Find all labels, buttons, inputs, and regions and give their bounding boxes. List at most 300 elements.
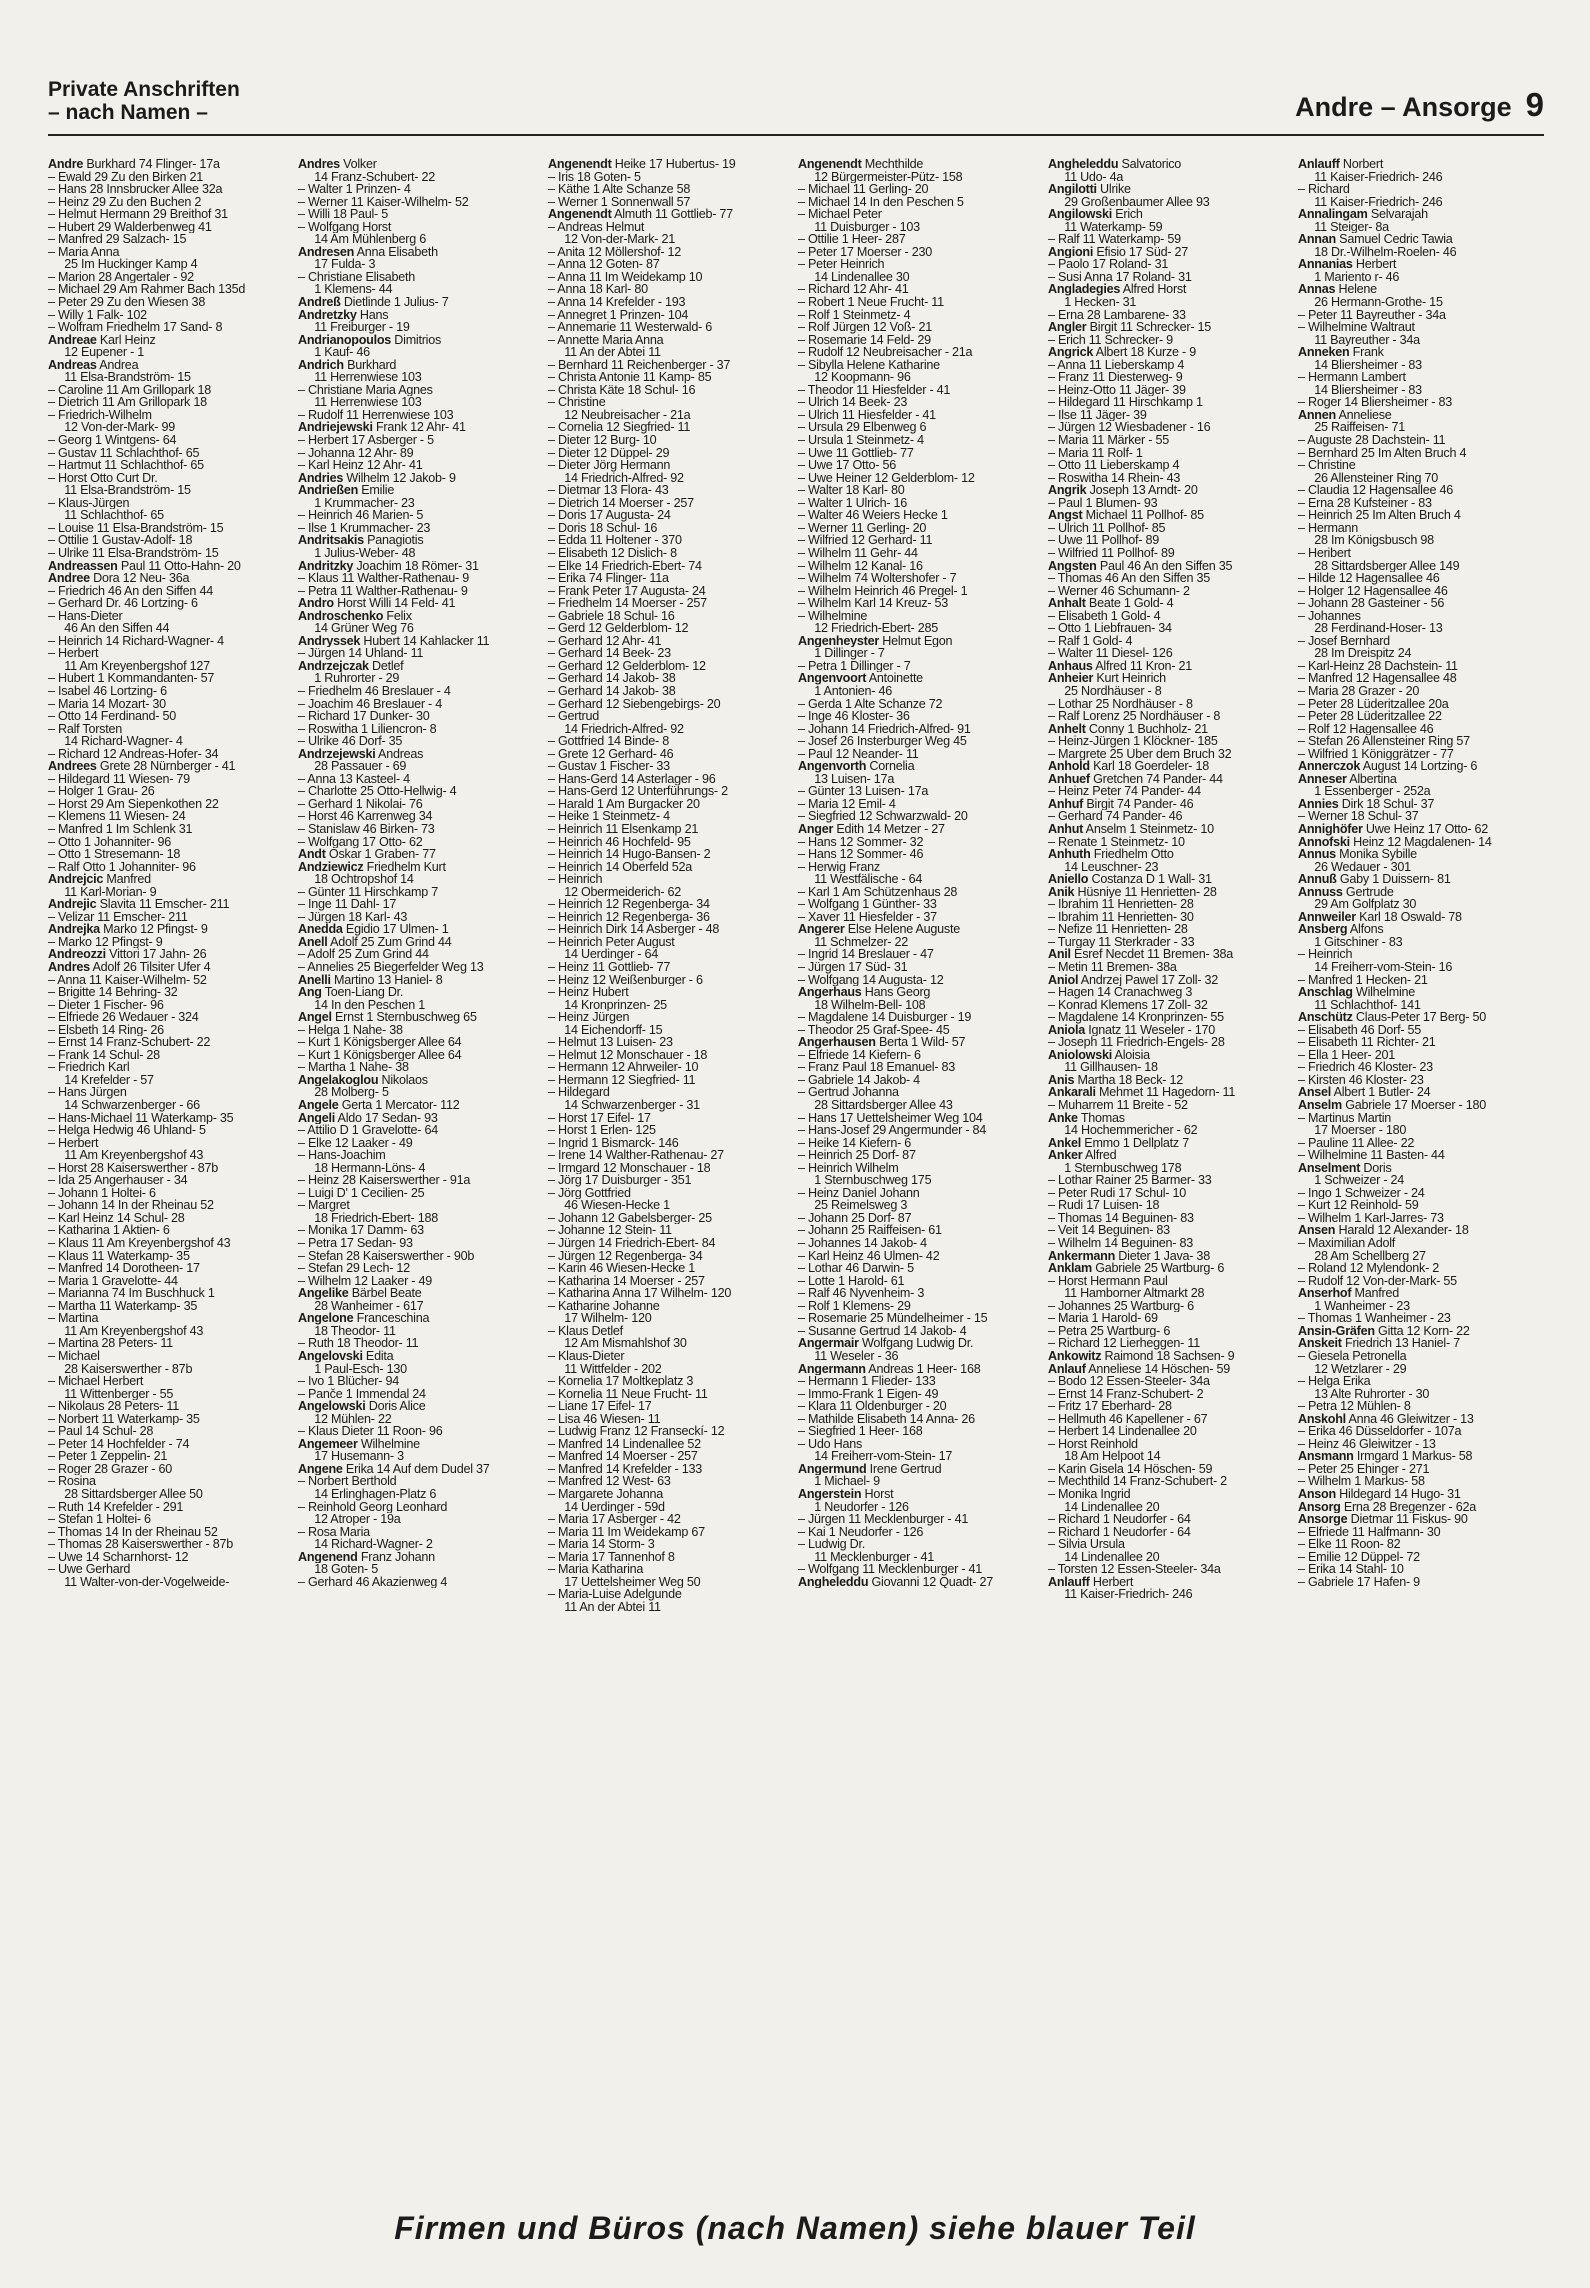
listing-entry: – Gerd 12 Gelderblom- 12 (548, 622, 689, 635)
listing-entry: Angemeer Wilhelmine (298, 1437, 420, 1451)
listing-entry: – Karl Heinz 46 Ulmen- 42 (798, 1249, 940, 1263)
listing-entry: 1 Paul-Esch- 130 (298, 1362, 407, 1376)
listing-entry: – Peter 11 Bayreuther - 34a (1298, 308, 1446, 322)
listing-entry: – Heinrich Dirk 14 Asberger - 48 (548, 923, 720, 936)
surname: Andreassen (48, 559, 118, 573)
listing-entry: – Ulrich 11 Pollhof- 85 (1048, 521, 1166, 535)
listing-entry: Ankowitz Raimond 18 Sachsen- 9 (1048, 1349, 1235, 1363)
listing-entry: – Ralf Lorenz 25 Nordhäuser - 8 (1048, 710, 1221, 723)
listing-entry: – Paul 14 Schul- 28 (48, 1425, 154, 1438)
listing-entry: – Theodor 11 Hiesfelder - 41 (798, 383, 951, 397)
listing-entry: – Heinrich 14 Richard-Wagner- 4 (48, 634, 224, 648)
surname: Ankermann (1048, 1249, 1116, 1263)
listing-entry: – Siegfried 12 Schwarzwald- 20 (798, 810, 968, 823)
listing-entry: – Rudolf 12 Neubreisacher - 21a (798, 346, 973, 359)
listing-entry: 25 Im Huckinger Kamp 4 (48, 258, 198, 271)
listing-entry: 14 Hochemmericher - 62 (1048, 1124, 1198, 1137)
listing-entry: Anis Martha 18 Beck- 12 (1048, 1073, 1183, 1087)
listing-entry: – Jörg Gottfried (548, 1186, 631, 1200)
listing-entry: – Konrad Klemens 17 Zoll- 32 (1048, 998, 1208, 1012)
listing-entry: – Charlotte 25 Otto-Hellwig- 4 (298, 785, 457, 798)
listing-entry: Angrick Albert 18 Kurze - 9 (1048, 346, 1196, 359)
listing-entry: Angelike Bärbel Beate (298, 1287, 422, 1300)
listing-entry: – Annelies 25 Biegerfelder Weg 13 (298, 961, 484, 974)
listing-entry: – Fritz 17 Eberhard- 28 (1048, 1400, 1172, 1413)
surname: Andres (298, 158, 340, 171)
listing-entry: – Rosina (48, 1475, 96, 1488)
listing-entry: – Gerhard 14 Beek- 23 (548, 647, 671, 660)
listing-entry: Andreß Dietlinde 1 Julius- 7 (298, 296, 449, 309)
surname: Angelone (298, 1312, 354, 1325)
listing-entry: – Ludwig Dr. (798, 1538, 866, 1551)
listing-entry: 29 Am Golfplatz 30 (1298, 898, 1417, 911)
listing-entry: – Dietmar 13 Flora- 43 (548, 484, 669, 497)
listing-entry: 13 Luisen- 17a (798, 772, 895, 786)
surname: Andriejewski (298, 421, 373, 435)
listing-entry: – Werner 46 Schumann- 2 (1048, 584, 1190, 598)
surname: Angerer (798, 923, 845, 936)
surname: Andresen (298, 245, 355, 259)
listing-entry: – Ludwig Franz 12 Franseckí- 12 (548, 1425, 725, 1438)
listing-entry: – Friedhelm 46 Breslauer - 4 (298, 684, 451, 698)
listing-entry: Annuß Gaby 1 Duissern- 81 (1298, 873, 1451, 886)
listing-entry: – Willi 18 Paul- 5 (298, 208, 388, 221)
listing-entry: 17 Fulda- 3 (298, 258, 376, 271)
listing-entry: Andryssek Hubert 14 Kahlacker 11 (298, 634, 490, 648)
listing-entry: Andrejic Slavita 11 Emscher- 211 (48, 898, 230, 911)
listing-entry: – Monika 17 Damm- 63 (298, 1224, 424, 1238)
listing-entry: 14 Am Mühlenberg 6 (298, 233, 426, 246)
listing-entry: – Manfred 12 Hagensallee 48 (1298, 672, 1457, 685)
listing-entry: 13 Alte Ruhrorter - 30 (1298, 1387, 1430, 1401)
listing-entry: – Margret (298, 1199, 350, 1212)
listing-entry: Aniolowski Aloisia (1048, 1048, 1150, 1062)
listing-entry: – Franz 11 Diesterweg- 9 (1048, 371, 1183, 384)
listing-entry: – Dietrich 14 Moerser - 257 (548, 496, 694, 510)
listing-entry: Androschenko Felix (298, 609, 412, 623)
listing-entry: – Michael Herbert (48, 1375, 144, 1388)
listing-entry: Anhelt Conny 1 Buchholz- 21 (1048, 722, 1208, 736)
listing-entry: – Richard 12 Lierheggen- 11 (1048, 1337, 1200, 1350)
surname: Ankarali (1048, 1086, 1096, 1100)
listing-entry: – Heike 14 Kiefern- 6 (798, 1136, 912, 1150)
listing-entry: 11 Mecklenburger - 41 (798, 1550, 935, 1564)
listing-entry: – Ulrike 11 Elsa-Brandström- 15 (48, 546, 219, 560)
listing-entry: – Michael Peter (798, 208, 882, 221)
listing-entry: 14 Franz-Schubert- 22 (298, 170, 435, 184)
surname: Andt (298, 848, 326, 861)
listing-entry: – Hermann 12 Ahrweiler- 10 (548, 1061, 699, 1074)
listing-entry: Andriejewski Frank 12 Ahr- 41 (298, 421, 466, 435)
listing-entry: – Otto 14 Ferdinand- 50 (48, 710, 176, 723)
listing-entry: – Erika 14 Stahl- 10 (1298, 1563, 1404, 1576)
listing-entry: – Wolfgang 14 Augusta- 12 (798, 973, 944, 987)
listing-entry: – Christine (1298, 459, 1356, 472)
listing-entry: – Jürgen 14 Friedrich-Ebert- 84 (548, 1237, 716, 1250)
listing-entry: – Marko 12 Pfingst- 9 (48, 935, 163, 949)
listing-entry: – Wilhelmine Waltraut (1298, 321, 1415, 334)
surname: Angenheyster (798, 634, 879, 648)
listing-entry: – Heinz 46 Gleiwitzer - 13 (1298, 1437, 1436, 1451)
listing-entry: – Richard 17 Dunker- 30 (298, 710, 430, 723)
listing-entry: 1 Sternbuschweg 178 (1048, 1161, 1182, 1175)
listing-entry: – Muharrem 11 Breite - 52 (1048, 1099, 1188, 1112)
listing-entry: – Maria 17 Asberger - 42 (548, 1513, 681, 1526)
surname: Ang (298, 986, 322, 999)
listing-entry: – Paul 1 Blumen- 93 (1048, 496, 1158, 510)
surname: Annofski (1298, 835, 1350, 849)
listing-entry: – Margrete 25 Über dem Bruch 32 (1048, 747, 1232, 761)
listing-entry: – Klaus 11 Walther-Rathenau- 9 (298, 572, 470, 585)
listing-entry: – Hans-Joachim (298, 1149, 386, 1162)
listing-entry: – Johann 14 In der Rheinau 52 (48, 1199, 214, 1212)
surname: Angermund (798, 1462, 867, 1476)
listing-entry: – Thomas 1 Wanheimer - 23 (1298, 1312, 1451, 1325)
listing-entry: 1 Michael- 9 (798, 1475, 880, 1488)
surname: Annies (1298, 797, 1339, 811)
listing-entry: – Hildegard 11 Hirschkamp 1 (1048, 396, 1203, 409)
listing-entry: 11 Am Kreyenbergshof 43 (48, 1324, 204, 1338)
listing-entry: 14 Freiherr-vom-Stein- 17 (798, 1450, 953, 1463)
listing-entry: Ansen Harald 12 Alexander- 18 (1298, 1224, 1469, 1238)
listing-entry: 12 Friedrich-Ebert- 285 (798, 622, 938, 635)
listing-entry: – Helmut 12 Monschauer - 18 (548, 1048, 708, 1062)
listing-entry: 26 Hermann-Grothe- 15 (1298, 296, 1443, 309)
listing-entry: – Frank 14 Schul- 28 (48, 1048, 160, 1062)
listing-entry: – Rudi 17 Luisen- 18 (1048, 1199, 1160, 1212)
listing-entry: – Lothar 46 Darwin- 5 (798, 1262, 914, 1275)
listing-entry: – Liane 17 Eifel- 17 (548, 1400, 652, 1413)
listing-entry: – Gabriele 14 Jakob- 4 (798, 1073, 920, 1087)
listing-entry: 14 Bliersheimer - 83 (1298, 358, 1422, 372)
listing-entry: – Dieter 12 Burg- 10 (548, 434, 657, 447)
listing-entry: – Susanne Gertrud 14 Jakob- 4 (798, 1324, 967, 1338)
listing-entry: – Irene 14 Walther-Rathenau- 27 (548, 1149, 724, 1162)
listing-entry: – Johanne 12 Stein- 11 (548, 1224, 672, 1238)
listing-entry: – Martha 1 Nahe- 38 (298, 1061, 409, 1074)
listing-entry: – Heinz Peter 74 Pander- 44 (1048, 785, 1201, 798)
listing-entry: – Roger 14 Bliersheimer - 83 (1298, 396, 1452, 409)
listing-entry: – Werner 1 Sonnenwall 57 (548, 195, 691, 209)
listing-entry: Ankermann Dieter 1 Java- 38 (1048, 1249, 1210, 1263)
listing-entry: Angele Gerta 1 Mercator- 112 (298, 1099, 460, 1112)
listing-entry: – Reinhold Georg Leonhard (298, 1500, 448, 1514)
listing-entry: – Claudia 12 Hagensallee 46 (1298, 484, 1453, 497)
listing-entry: – Gerhard 12 Siebengebirgs- 20 (548, 697, 721, 711)
listing-entry: 1 Neudorfer - 126 (798, 1500, 909, 1514)
listing-entry: – Gerhard 12 Gelderblom- 12 (548, 659, 706, 673)
surname: Anselm (1298, 1099, 1342, 1112)
listing-entry: Anschütz Claus-Peter 17 Berg- 50 (1298, 1011, 1486, 1024)
listing-entry: – Ralf Torsten (48, 722, 122, 736)
listing-entry: 28 Im Königsbusch 98 (1298, 534, 1434, 547)
listing-entry: – Jürgen 17 Süd- 31 (798, 961, 908, 974)
surname: Andree (48, 572, 90, 585)
listing-entry: 28 Molberg- 5 (298, 1086, 389, 1100)
surname: Angene (298, 1462, 343, 1476)
listing-entry: – Marion 28 Angertaler - 92 (48, 270, 194, 284)
listing-entry: Anskohl Anna 46 Gleiwitzer - 13 (1298, 1412, 1474, 1426)
listing-entry: – Giesela Petronella (1298, 1349, 1407, 1363)
listing-entry: Aniello Costanza D 1 Wall- 31 (1048, 873, 1212, 886)
listing-entry: – Hans 12 Sommer- 46 (798, 848, 924, 861)
listing-entry: 11 Schlachthof- 65 (48, 509, 164, 522)
listing-entry: 14 Bliersheimer - 83 (1298, 383, 1422, 397)
listing-entry: – Herbert 17 Asberger - 5 (298, 434, 434, 447)
listing-entry: – Nikolaus 28 Peters- 11 (48, 1400, 179, 1413)
listing-entry: – Ottilie 1 Heer- 287 (798, 233, 906, 246)
listing-entry: – Wilhelm 12 Kanal- 16 (798, 559, 923, 573)
listing-entry: – Maria Katharina (548, 1563, 644, 1576)
listing-entry: 11 Kaiser-Friedrich- 246 (1048, 1588, 1193, 1601)
surname: Andritzky (298, 559, 354, 573)
listing-entry: Andrees Grete 28 Nürnberger - 41 (48, 760, 236, 773)
listing-entry: – Otto 1 Stresemann- 18 (48, 848, 181, 861)
listing-entry: – Michael (48, 1349, 100, 1363)
listing-entry: Anke Thomas (1048, 1111, 1125, 1125)
listing-entry: Angenendt Heike 17 Hubertus- 19 (548, 158, 736, 171)
listing-entry: 14 Schwarzenberger - 31 (548, 1099, 700, 1112)
listing-entry: – Ingrid 14 Breslauer - 47 (798, 948, 934, 961)
listing-entry: 26 Wedauer - 301 (1298, 860, 1411, 874)
listing-entry: – Herwig Franz (798, 860, 880, 874)
surname: Angioni (1048, 245, 1094, 259)
listing-entry: – Rosemarie 25 Mündelheimer - 15 (798, 1312, 988, 1325)
listing-entry: – Gottfried 14 Binde- 8 (548, 735, 669, 748)
listing-entry: – Elisabeth 11 Richter- 21 (1298, 1036, 1436, 1049)
listing-entry: – Magdalene 14 Kronprinzen- 55 (1048, 1011, 1224, 1024)
surname: Aniolowski (1048, 1048, 1112, 1062)
listing-entry: – Friedrich 46 An den Siffen 44 (48, 584, 213, 598)
listing-entry: – Mathilde Elisabeth 14 Anna- 26 (798, 1412, 975, 1426)
listing-entry: – Elisabeth 12 Dislich- 8 (548, 546, 677, 560)
surname: Angermann (798, 1362, 866, 1376)
surname: Anil (1048, 948, 1071, 961)
listing-entry: 1 Antonien- 46 (798, 684, 892, 698)
listing-entry: Angel Ernst 1 Sternbuschweg 65 (298, 1011, 477, 1024)
surname: Ansin-Gräfen (1298, 1324, 1375, 1338)
listing-entry: Angheleddu Salvatorico (1048, 158, 1182, 171)
listing-entry: Anneser Albertina (1298, 772, 1397, 786)
listing-entry: 11 Hamborner Altmarkt 28 (1048, 1287, 1205, 1300)
listing-entry: 1 Krummacher- 23 (298, 496, 415, 510)
listing-entry: 28 Ferdinand-Hoser- 13 (1298, 622, 1443, 635)
surname: Anell (298, 935, 328, 949)
listing-entry: – Horst Reinhold (1048, 1437, 1138, 1451)
listing-entry: – Ibrahim 11 Henrietten- 30 (1048, 910, 1194, 924)
listing-entry: – Peter 28 Lüderitzallee 20a (1298, 697, 1449, 711)
listing-entry: Angilowski Erich (1048, 208, 1143, 221)
listing-entry: – Johann 14 Friedrich-Alfred- 91 (798, 722, 971, 736)
listing-entry: – Heinz 11 Gottlieb- 77 (548, 961, 671, 974)
surname: Angelike (298, 1287, 349, 1300)
listing-entry: – Uwe 14 Scharnhorst- 12 (48, 1550, 189, 1564)
listing-entry: – Horst 28 Kaiserswerther - 87b (48, 1161, 219, 1175)
listing-entry: – Herbert 14 Lindenallee 20 (1048, 1425, 1197, 1438)
listing-entry: – Isabel 46 Lortzing- 6 (48, 684, 167, 698)
surname: Ansberg (1298, 923, 1348, 936)
listing-entry: – Silvia Ursula (1048, 1538, 1125, 1551)
listing-entry: Andreas Andrea (48, 358, 139, 372)
listing-entry: – Otto 1 Liebfrauen- 34 (1048, 622, 1172, 635)
surname: Anhut (1048, 822, 1084, 836)
listing-entry: – Christa Antonie 11 Kamp- 85 (548, 371, 712, 384)
surname: Anschütz (1298, 1011, 1353, 1024)
listing-column (1048, 158, 1298, 2188)
surname: Anneser (1298, 772, 1347, 786)
listing-entry: – Gustav 1 Fischer- 33 (548, 760, 670, 773)
listing-entry: – Josef 26 Insterburger Weg 45 (798, 735, 967, 748)
listing-entry: Andro Horst Willi 14 Feld- 41 (298, 597, 456, 610)
listing-entry: – Louise 11 Elsa-Brandström- 15 (48, 521, 224, 535)
listing-entry: – Elke 14 Friedrich-Ebert- 74 (548, 559, 702, 573)
listing-entry: – Günter 13 Luisen- 17a (798, 785, 929, 798)
listing-entry: 29 Großenbaumer Allee 93 (1048, 195, 1210, 209)
listing-entry: 26 Allensteiner Ring 70 (1298, 471, 1439, 485)
surname: Angermair (798, 1337, 859, 1350)
listing-entry: Angerstein Horst (798, 1487, 894, 1501)
listing-entry: – Siegfried 1 Heer- 168 (798, 1425, 923, 1438)
listing-entry: – Annegret 1 Prinzen- 104 (548, 308, 689, 322)
listing-entry: – Rosa Maria (298, 1525, 370, 1539)
listing-entry: – Rolf 1 Klemens- 29 (798, 1299, 911, 1313)
surname: Andrich (298, 358, 344, 372)
surname: Angerstein (798, 1487, 862, 1501)
listing-entry: – Roger 28 Grazer - 60 (48, 1462, 172, 1476)
listing-entry: – Anna 11 Im Weidekamp 10 (548, 270, 703, 284)
listing-entry: Angerhausen Berta 1 Wild- 57 (798, 1036, 966, 1049)
listing-entry: Angeli Aldo 17 Sedan- 93 (298, 1111, 438, 1125)
listing-entry: Aniol Andrzej Pawel 17 Zoll- 32 (1048, 973, 1219, 987)
listing-entry: – Klemens 11 Wiesen- 24 (48, 810, 186, 823)
surname: Anklam (1048, 1262, 1092, 1275)
listing-entry: Angermair Wolfgang Ludwig Dr. (798, 1337, 974, 1350)
surname: Angrick (1048, 346, 1094, 359)
surname: Angsten (1048, 559, 1097, 573)
surname: Andrees (48, 760, 97, 773)
listing-entry: – Jürgen 18 Karl- 43 (298, 910, 408, 924)
listing-entry: – Elisabeth 46 Dorf- 55 (1298, 1023, 1422, 1037)
listing-entry: 28 Im Dreispitz 24 (1298, 647, 1412, 660)
listing-entry: – Horst Otto Curt Dr. (48, 471, 158, 485)
surname: Ansel (1298, 1086, 1332, 1100)
listing-entry: – Christiane Maria Agnes (298, 383, 433, 397)
surname: Angenendt (798, 158, 862, 171)
listing-entry: – Heinrich 25 Dorf- 87 (798, 1149, 916, 1162)
listing-entry: – Susi Anna 17 Roland- 31 (1048, 270, 1192, 284)
listing-entry: – Klaus 11 Am Kreyenbergshof 43 (48, 1237, 231, 1250)
listing-entry: – Michael 11 Gerling- 20 (798, 183, 929, 196)
listing-entry: 11 An der Abtei 11 (548, 1600, 661, 1614)
surname: Angerhaus (798, 986, 862, 999)
listing-entry: Andrießen Emilie (298, 484, 395, 497)
listing-entry: 11 An der Abtei 11 (548, 346, 661, 359)
listing-entry: – Johann 28 Gasteiner - 56 (1298, 597, 1445, 610)
listing-entry: – Heinrich 12 Regenberga- 34 (548, 898, 710, 911)
listing-entry: – Erich 11 Schrecker- 9 (1048, 333, 1173, 347)
listing-entry: – Panče 1 Immendal 24 (298, 1387, 426, 1401)
listing-entry: 11 Westfälische - 64 (798, 873, 923, 886)
surname: Andritsakis (298, 534, 364, 547)
listing-entry: – Elke 11 Roon- 82 (1298, 1538, 1401, 1551)
surname: Anger (798, 822, 834, 836)
listing-entry: – Johann 25 Raiffeisen- 61 (798, 1224, 942, 1238)
listing-entry: 18 Hermann-Löns- 4 (298, 1161, 426, 1175)
listing-entry: – Johanna 12 Ahr- 89 (298, 446, 414, 460)
listing-entry: 12 Neubreisacher - 21a (548, 408, 691, 422)
listing-entry: Andres Volker (298, 158, 377, 171)
listing-entry: – Ulrike 46 Dorf- 35 (298, 735, 403, 748)
listing-entry: – Adolf 25 Zum Grind 44 (298, 948, 429, 961)
listing-entry: – Horst 29 Am Siepenkothen 22 (48, 797, 219, 811)
listing-entry: – Bodo 12 Essen-Steeler- 34a (1048, 1375, 1210, 1388)
listing-entry: – Gerhard 74 Pander- 46 (1048, 810, 1183, 823)
listing-entry: – Manfred 14 Krefelder - 133 (548, 1462, 703, 1476)
listing-entry: 1 Hecken- 31 (1048, 296, 1137, 309)
listing-entry: – Richard 12 Ahr- 41 (798, 283, 909, 297)
listing-entry: – Katharine Johanne (548, 1299, 660, 1313)
surname: Anhold (1048, 760, 1090, 773)
listing-entry: – Roswitha 14 Rhein- 43 (1048, 471, 1181, 485)
listing-entry: – Bernhard 25 Im Alten Bruch 4 (1298, 446, 1467, 460)
surname: Anke (1048, 1111, 1078, 1125)
surname: Andreae (48, 333, 97, 347)
surname: Ansorg (1298, 1500, 1341, 1514)
listing-entry: – Helmut Hermann 29 Breithof 31 (48, 208, 228, 221)
listing-entry: – Wolfgang Horst (298, 220, 392, 234)
listing-entry: – Ella 1 Heer- 201 (1298, 1048, 1396, 1062)
name-range: Andre – Ansorge (1295, 92, 1512, 122)
listing-entry: Ansmann Irmgard 1 Markus- 58 (1298, 1450, 1473, 1463)
listing-entry: – Wolfgang 17 Otto- 62 (298, 835, 423, 849)
listing-entry: – Peter 1 Zeppelin- 21 (48, 1450, 168, 1463)
listing-entry: Anheier Kurt Heinrich (1048, 672, 1166, 685)
listing-entry: – Maria 12 Emil- 4 (798, 797, 896, 811)
listing-entry: – Hans 17 Uettelsheimer Weg 104 (798, 1111, 983, 1125)
listing-entry: 1 Wanheimer - 23 (1298, 1299, 1410, 1313)
surname: Ankowitz (1048, 1349, 1102, 1363)
surname: Angel (298, 1011, 332, 1024)
listing-entry: 14 Grüner Weg 76 (298, 622, 414, 635)
listing-column (798, 158, 1048, 2188)
listing-entry: 12 Am Mismahlshof 30 (548, 1337, 687, 1350)
listing-entry: – Hans-Gerd 12 Unterführungs- 2 (548, 785, 728, 798)
listing-entry: 18 Wilhelm-Bell- 108 (798, 998, 926, 1012)
surname: Angenvorth (798, 760, 867, 773)
listing-entry: Angenendt Mechthilde (798, 158, 924, 171)
listing-entry: 11 Karl-Morian- 9 (48, 885, 157, 899)
listing-entry: Angelovski Edita (298, 1349, 394, 1363)
listing-entry: – Walter 11 Diesel- 126 (1048, 647, 1173, 660)
listing-entry: – Wilhelmine (798, 609, 868, 623)
listing-entry: – Annemarie 11 Westerwald- 6 (548, 321, 713, 334)
directory-columns (48, 158, 1548, 2188)
listing-entry: – Hans Jürgen (48, 1086, 127, 1100)
listing-entry: – Otto 11 Lieberskamp 4 (1048, 459, 1180, 472)
listing-entry: Anhuf Birgit 74 Pander- 46 (1048, 797, 1194, 811)
listing-entry: Andrzejczak Detlef (298, 659, 404, 673)
listing-entry: 11 Duisburger - 103 (798, 220, 920, 234)
listing-entry: Angenvorth Cornelia (798, 760, 915, 773)
listing-entry: – Gabriele 18 Schul- 16 (548, 609, 675, 623)
listing-entry: – Maria-Luise Adelgunde (548, 1588, 682, 1601)
listing-entry: – Gerhard 14 Jakob- 38 (548, 684, 676, 698)
surname: Anik (1048, 885, 1075, 899)
listing-entry: – Edda 11 Holtener - 370 (548, 534, 682, 547)
listing-entry: – Georg 1 Wintgens- 64 (48, 434, 177, 447)
listing-entry: – Peter 25 Ehinger - 271 (1298, 1462, 1430, 1476)
listing-entry: – Inge 11 Dahl- 17 (298, 898, 397, 911)
